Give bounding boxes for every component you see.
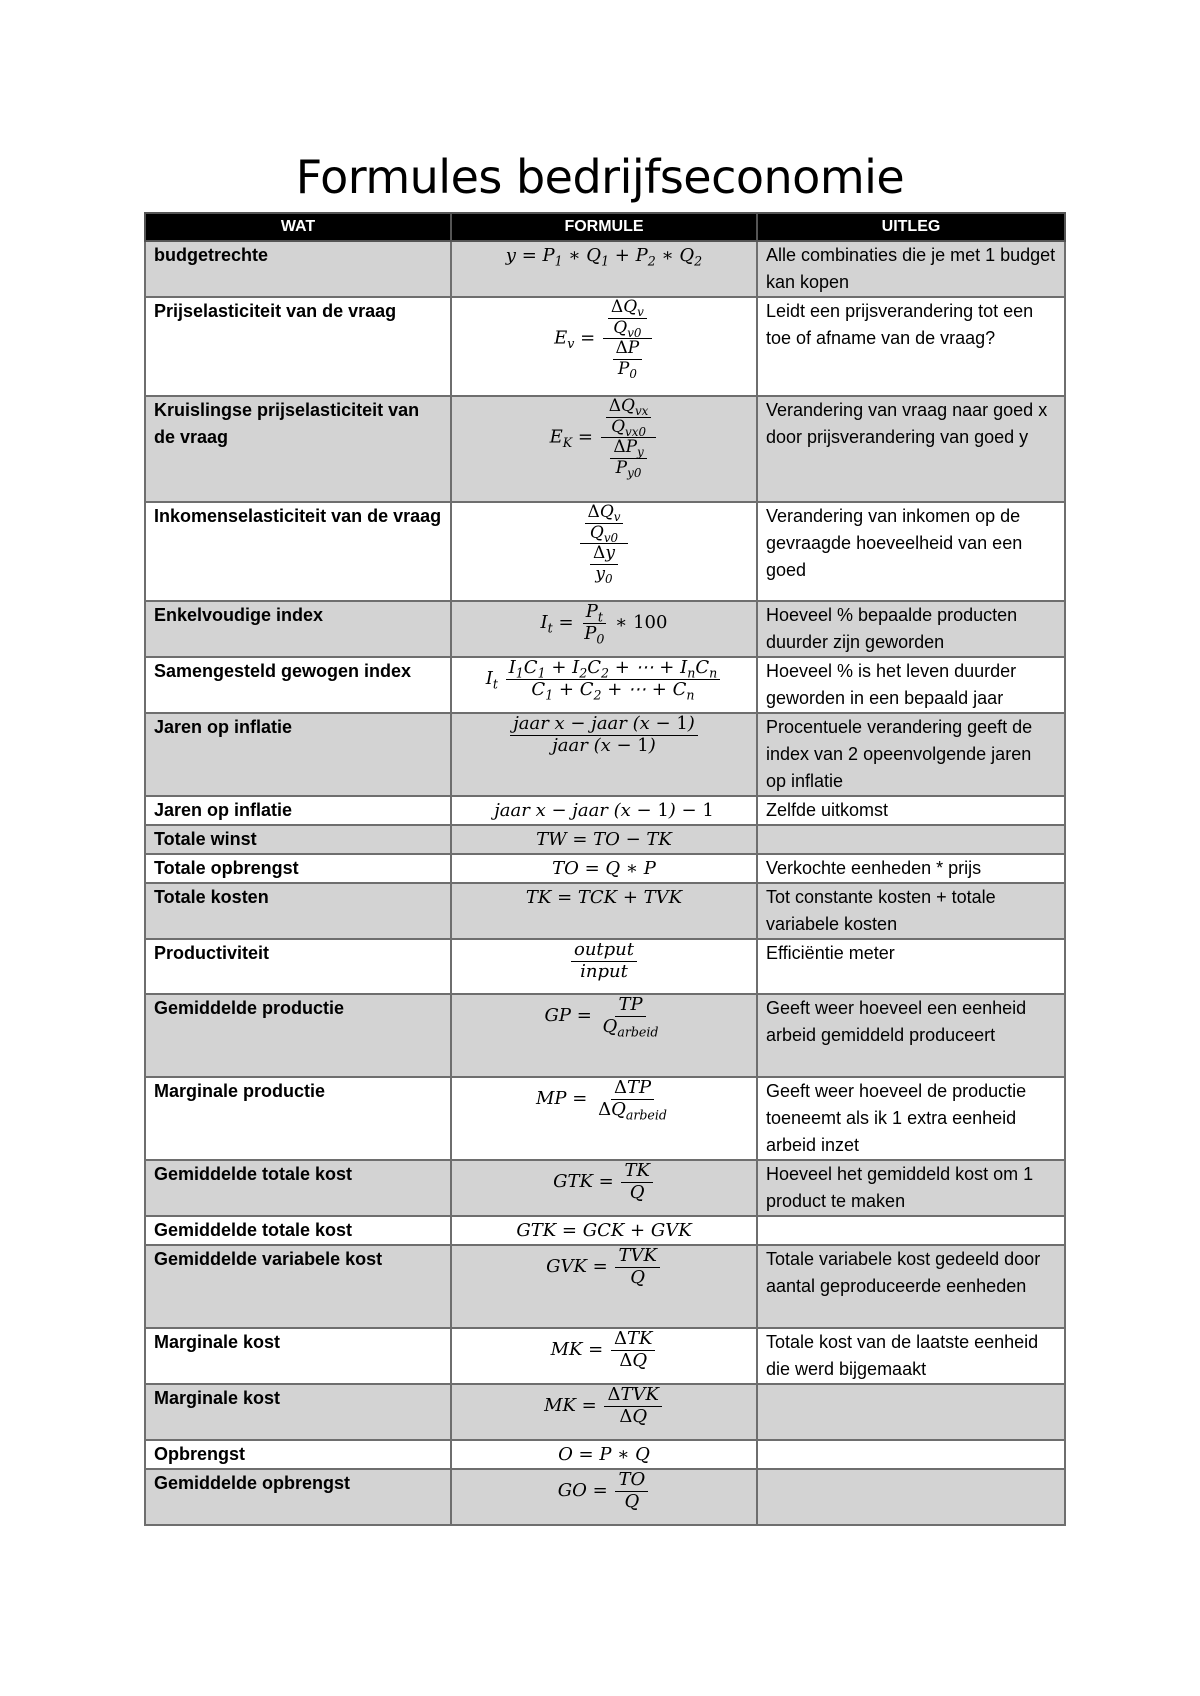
row-uitleg: Hoeveel % is het leven duurder geworden in een bepaald jaar bbox=[757, 657, 1065, 713]
row-uitleg: Efficiëntie meter bbox=[757, 939, 1065, 994]
row-formula: GTK = $\frac{TK}{Q}$ bbox=[451, 1160, 757, 1216]
row-wat: Gemiddelde variabele kost bbox=[145, 1245, 451, 1328]
row-formula: TK = TCK + TVK bbox=[451, 883, 757, 939]
row-uitleg bbox=[757, 1440, 1065, 1469]
row-wat: Marginale kost bbox=[145, 1328, 451, 1384]
formula-table bbox=[144, 212, 1066, 1526]
row-wat: Totale winst bbox=[145, 825, 451, 854]
row-uitleg: Totale variabele kost gedeeld door aantal geproduceerde eenheden bbox=[757, 1245, 1065, 1328]
row-wat: Jaren op inflatie bbox=[145, 713, 451, 796]
row-formula: $E_K$ = $\frac{\frac{\Delta Q_{vx}}{Q_{vx0}}}{\frac{\Delta P_y}{P_{y0}}}$ bbox=[451, 396, 757, 502]
row-formula: MK = $\frac{\text{ΔTK}}{\Delta Q}$ bbox=[451, 1328, 757, 1384]
header-wat: WAT bbox=[145, 213, 451, 241]
row-wat: Jaren op inflatie bbox=[145, 796, 451, 825]
row-uitleg: Hoeveel % bepaalde producten duurder zijn geworden bbox=[757, 601, 1065, 657]
row-uitleg bbox=[757, 1469, 1065, 1525]
row-wat: Enkelvoudige index bbox=[145, 601, 451, 657]
table-row bbox=[145, 657, 1065, 713]
row-wat: Totale opbrengst bbox=[145, 854, 451, 883]
table-row bbox=[145, 1245, 1065, 1328]
row-uitleg: Geeft weer hoeveel een eenheid arbeid gemiddeld produceert bbox=[757, 994, 1065, 1077]
row-wat: Marginale kost bbox=[145, 1384, 451, 1440]
table-row bbox=[145, 713, 1065, 796]
table-row bbox=[145, 825, 1065, 854]
row-formula: GTK = GCK + GVK bbox=[451, 1216, 757, 1245]
row-wat: Gemiddelde totale kost bbox=[145, 1160, 451, 1216]
row-uitleg bbox=[757, 1384, 1065, 1440]
table-row bbox=[145, 502, 1065, 601]
page-title: Formules bedrijfseconomie bbox=[295, 150, 905, 204]
row-wat: Gemiddelde productie bbox=[145, 994, 451, 1077]
row-formula: GVK = $\frac{\text{TVK}}{Q}$ bbox=[451, 1245, 757, 1328]
table-row bbox=[145, 396, 1065, 502]
table-row bbox=[145, 796, 1065, 825]
row-formula: MK = $\frac{\text{ΔTVK}}{\Delta Q}$ bbox=[451, 1384, 757, 1440]
row-wat: Inkomenselasticiteit van de vraag bbox=[145, 502, 451, 601]
table-row bbox=[145, 1077, 1065, 1160]
row-formula: $\frac{\frac{\Delta Q_v}{Q_{v0}}}{\frac{\Delta y}{y_0}}$ bbox=[451, 502, 757, 601]
row-uitleg: Tot constante kosten + totale variabele kosten bbox=[757, 883, 1065, 939]
row-wat: Marginale productie bbox=[145, 1077, 451, 1160]
row-wat: Totale kosten bbox=[145, 883, 451, 939]
row-formula: TO = Q ∗ P bbox=[451, 854, 757, 883]
row-formula: O = P ∗ Q bbox=[451, 1440, 757, 1469]
row-uitleg: Zelfde uitkomst bbox=[757, 796, 1065, 825]
table-row bbox=[145, 883, 1065, 939]
row-formula: $\frac{\text{output}}{\text{input}}$ bbox=[451, 939, 757, 994]
row-wat: Opbrengst bbox=[145, 1440, 451, 1469]
row-formula: jaar x − jaar (x − 1) − 1 bbox=[451, 796, 757, 825]
row-formula: MP = $\frac{\text{ΔTP}}{\Delta Q_{arbeid}}$ bbox=[451, 1077, 757, 1160]
row-uitleg: Alle combinaties die je met 1 budget kan kopen bbox=[757, 241, 1065, 297]
row-formula: $\frac{\text{jaar x − jaar (x − 1)}}{\text{jaar (x − 1)}}$ bbox=[451, 713, 757, 796]
header-uitleg: UITLEG bbox=[757, 213, 1065, 241]
row-wat: Samengesteld gewogen index bbox=[145, 657, 451, 713]
row-uitleg: Verandering van vraag naar goed x door prijsverandering van goed y bbox=[757, 396, 1065, 502]
row-uitleg: Hoeveel het gemiddeld kost om 1 product te maken bbox=[757, 1160, 1065, 1216]
row-uitleg: Verandering van inkomen op de gevraagde hoeveelheid van een goed bbox=[757, 502, 1065, 601]
table-header-row bbox=[145, 213, 1065, 241]
table-row bbox=[145, 1469, 1065, 1525]
row-uitleg: Geeft weer hoeveel de productie toeneemt als ik 1 extra eenheid arbeid inzet bbox=[757, 1077, 1065, 1160]
row-uitleg bbox=[757, 825, 1065, 854]
table-row bbox=[145, 1328, 1065, 1384]
row-formula: GO = $\frac{TO}{Q}$ bbox=[451, 1469, 757, 1525]
table-row bbox=[145, 1160, 1065, 1216]
table-row bbox=[145, 241, 1065, 297]
row-formula: TW = TO − TK bbox=[451, 825, 757, 854]
row-wat: Gemiddelde opbrengst bbox=[145, 1469, 451, 1525]
row-uitleg bbox=[757, 1216, 1065, 1245]
row-uitleg: Totale kost van de laatste eenheid die werd bijgemaakt bbox=[757, 1328, 1065, 1384]
row-wat: Gemiddelde totale kost bbox=[145, 1216, 451, 1245]
row-wat: Kruislingse prijselasticiteit van de vraag bbox=[145, 396, 451, 502]
row-formula: GP = $\frac{TP}{Q_{arbeid}}$ bbox=[451, 994, 757, 1077]
row-formula: $y = P_1$ ∗ $Q_1 + P_2$ ∗ $Q_2$ bbox=[451, 241, 757, 297]
row-formula: $I_t$ $\frac{I_1C_1 + I_2C_2 + \cdots + I_nC_n}{C_1 + C_2 + \cdots + C_n}$ bbox=[451, 657, 757, 713]
row-uitleg: Verkochte eenheden * prijs bbox=[757, 854, 1065, 883]
table-row bbox=[145, 1440, 1065, 1469]
row-uitleg: Procentuele verandering geeft de index van 2 opeenvolgende jaren op inflatie bbox=[757, 713, 1065, 796]
row-formula: $I_t$ = $\frac{P_t}{P_0}$ ∗ 100 bbox=[451, 601, 757, 657]
row-wat: Productiviteit bbox=[145, 939, 451, 994]
table-row bbox=[145, 1216, 1065, 1245]
table-row bbox=[145, 994, 1065, 1077]
table-row bbox=[145, 939, 1065, 994]
table-row bbox=[145, 297, 1065, 396]
table-row bbox=[145, 1384, 1065, 1440]
table-row bbox=[145, 854, 1065, 883]
row-wat: Prijselasticiteit van de vraag bbox=[145, 297, 451, 396]
row-uitleg: Leidt een prijsverandering tot een toe of afname van de vraag? bbox=[757, 297, 1065, 396]
table-row bbox=[145, 601, 1065, 657]
row-formula: $E_v$ = $\frac{\frac{\Delta Q_v}{Q_{v0}}}{\frac{\Delta P}{P_0}}$ bbox=[451, 297, 757, 396]
header-formule: FORMULE bbox=[451, 213, 757, 241]
row-wat: budgetrechte bbox=[145, 241, 451, 297]
